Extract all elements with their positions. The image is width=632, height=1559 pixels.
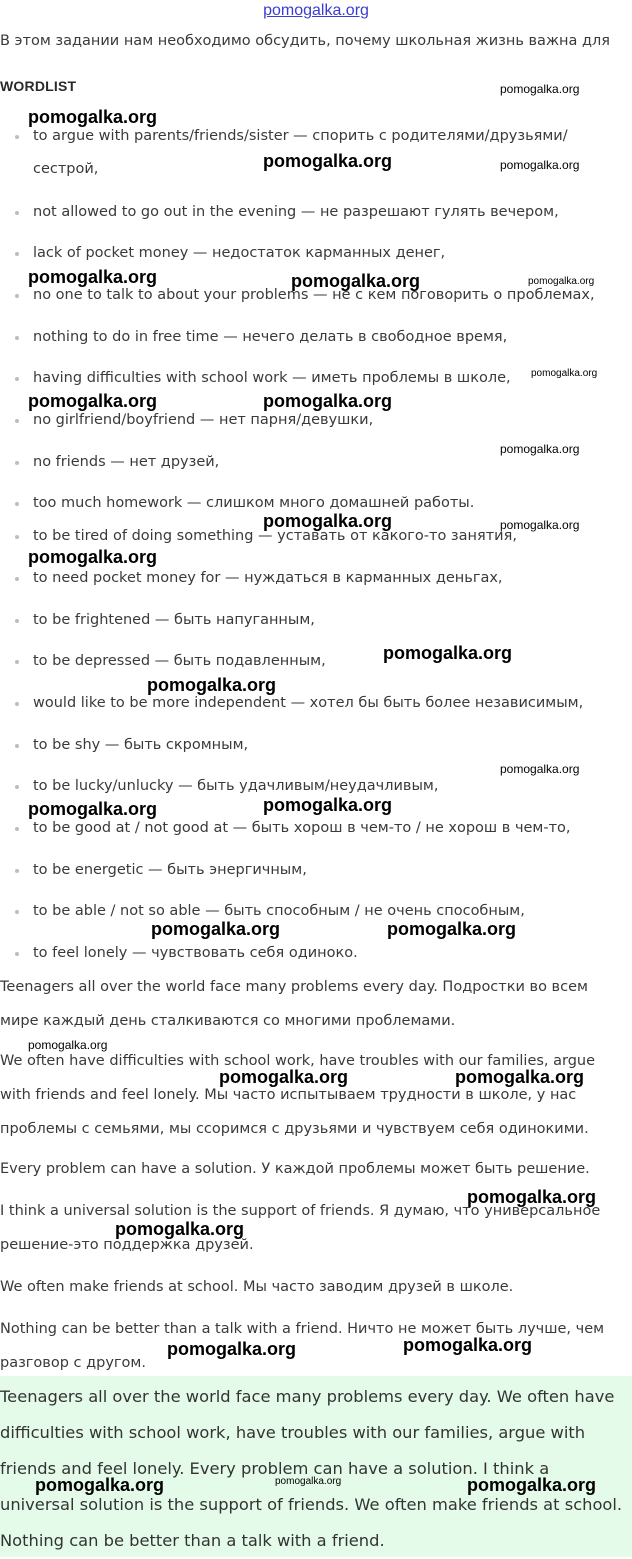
list-item: to be good at / not good at — быть хорош в чем-то / не хорош в чем-то,	[15, 812, 620, 845]
list-item: to be energetic — быть энергичным,	[15, 854, 620, 887]
bullet-icon	[15, 660, 19, 664]
list-item: to be lucky/unlucky — быть удачливым/неудачливым,	[15, 770, 620, 803]
bullet-icon	[15, 502, 19, 506]
bullet-icon	[15, 135, 19, 139]
watermark: pomogalka.org	[115, 1219, 245, 1239]
list-item: no girlfriend/boyfriend — нет парня/девушки,	[15, 404, 620, 437]
list-item: lack of pocket money — недостаток карманных денег,	[15, 237, 620, 270]
list-item: no friends — нет друзей,	[15, 446, 620, 479]
watermark: pomogalka.org	[500, 762, 580, 776]
list-item: too much homework — слишком много домашней работы.	[15, 487, 620, 520]
bullet-icon	[15, 952, 19, 956]
bullet-icon	[15, 577, 19, 581]
watermark: pomogalka.org	[147, 675, 277, 695]
watermark: pomogalka.org	[383, 643, 513, 663]
watermark: pomogalka.org	[528, 276, 595, 287]
bullet-icon	[15, 294, 19, 298]
watermark: pomogalka.org	[500, 442, 580, 456]
watermark: pomogalka.org	[291, 271, 421, 291]
list-item: to argue with parents/friends/sister — спорить с родителями/друзьями/ сестрой,	[15, 120, 620, 186]
list-item: to be frightened — быть напуганным,	[15, 604, 620, 637]
watermark: pomogalka.org	[275, 1476, 342, 1487]
watermark: pomogalka.org	[500, 158, 580, 172]
list-item: to be tired of doing something — уставать от какого-то занятия,	[15, 520, 620, 553]
paragraph: Every problem can have a solution. У каждой проблемы может быть решение.	[0, 1161, 590, 1177]
list-item: would like to be more independent — хотел бы быть более независимым,	[15, 687, 620, 720]
intro-text: В этом задании нам необходимо обсудить, почему школьная жизнь важна для	[0, 33, 610, 49]
watermark: pomogalka.org	[387, 919, 517, 939]
watermark: pomogalka.org	[531, 368, 598, 379]
watermark: pomogalka.org	[263, 511, 393, 531]
list-item: nothing to do in free time — нечего делать в свободное время,	[15, 321, 620, 354]
bullet-icon	[15, 252, 19, 256]
bullet-icon	[15, 827, 19, 831]
paragraph: We often make friends at school. Мы часто заводим друзей в школе.	[0, 1279, 514, 1295]
list-item: to be depressed — быть подавленным,	[15, 645, 620, 678]
list-item: to be able / not so able — быть способным / не очень способным,	[15, 895, 620, 928]
watermark: pomogalka.org	[467, 1475, 597, 1495]
bullet-icon	[15, 785, 19, 789]
wordlist-title: WORDLIST	[0, 78, 77, 94]
watermark: pomogalka.org	[151, 919, 281, 939]
watermark: pomogalka.org	[219, 1067, 349, 1087]
bullet-icon	[15, 702, 19, 706]
watermark: pomogalka.org	[28, 799, 158, 819]
watermark: pomogalka.org	[35, 1475, 165, 1495]
bullet-icon	[15, 619, 19, 623]
bullet-icon	[15, 535, 19, 539]
watermark: pomogalka.org	[28, 391, 158, 411]
watermark: pomogalka.org	[500, 82, 580, 96]
list-item: to feel lonely — чувствовать себя одиноко.	[15, 937, 620, 970]
watermark: pomogalka.org	[500, 518, 580, 532]
list-item: having difficulties with school work — иметь проблемы в школе,	[15, 362, 620, 395]
summary-block	[0, 1376, 632, 1557]
watermark: pomogalka.org	[28, 547, 158, 567]
bullet-icon	[15, 910, 19, 914]
paragraph: I think a universal solution is the support of friends. Я думаю, что универсальное решение-это поддержка друзей.	[0, 1203, 601, 1253]
list-item: not allowed to go out in the evening — не разрешают гулять вечером,	[15, 196, 620, 229]
watermark: pomogalka.org	[263, 151, 393, 171]
paragraph: Teenagers all over the world face many problems every day. Подростки во всем мире каждый день сталкиваются со многими проблемами.	[0, 979, 588, 1029]
paragraph: Nothing can be better than a talk with a friend. Ничто не может быть лучше, чем разговор с другом.	[0, 1321, 605, 1371]
watermark: pomogalka.org	[167, 1339, 297, 1359]
bullet-icon	[15, 461, 19, 465]
watermark: pomogalka.org	[263, 795, 393, 815]
watermark: pomogalka.org	[28, 107, 158, 127]
watermark: pomogalka.org	[28, 1038, 108, 1052]
site-header-link[interactable]: pomogalka.org	[263, 2, 369, 19]
watermark: pomogalka.org	[403, 1335, 533, 1355]
bullet-icon	[15, 744, 19, 748]
list-item: no one to talk to about your problems — не с кем поговорить о проблемах,	[15, 279, 620, 312]
watermark: pomogalka.org	[467, 1187, 597, 1207]
bullet-icon	[15, 211, 19, 215]
bullet-icon	[15, 336, 19, 340]
watermark: pomogalka.org	[263, 391, 393, 411]
bullet-icon	[15, 869, 19, 873]
summary-text: Teenagers all over the world face many problems every day. We often have difficulties with school work, have troubles with our families, argue with friends and feel lonely. Every problem can have a solution. I think a universal solution is the support of friends. We often make friends at school. Nothing can be better than a talk with a friend.	[0, 1387, 623, 1550]
watermark: pomogalka.org	[28, 267, 158, 287]
watermark: pomogalka.org	[455, 1067, 585, 1087]
paragraph: We often have difficulties with school work, have troubles with our families, argue with friends and feel lonely. Мы часто испытываем трудности в школе, у нас проблемы с семьями, мы ссоримся с друзьями и чувствуем себя одинокими.	[0, 1053, 596, 1137]
list-item: to need pocket money for — нуждаться в карманных деньгах,	[15, 562, 620, 595]
bullet-icon	[15, 419, 19, 423]
list-item: to be shy — быть скромным,	[15, 729, 620, 762]
bullet-icon	[15, 377, 19, 381]
